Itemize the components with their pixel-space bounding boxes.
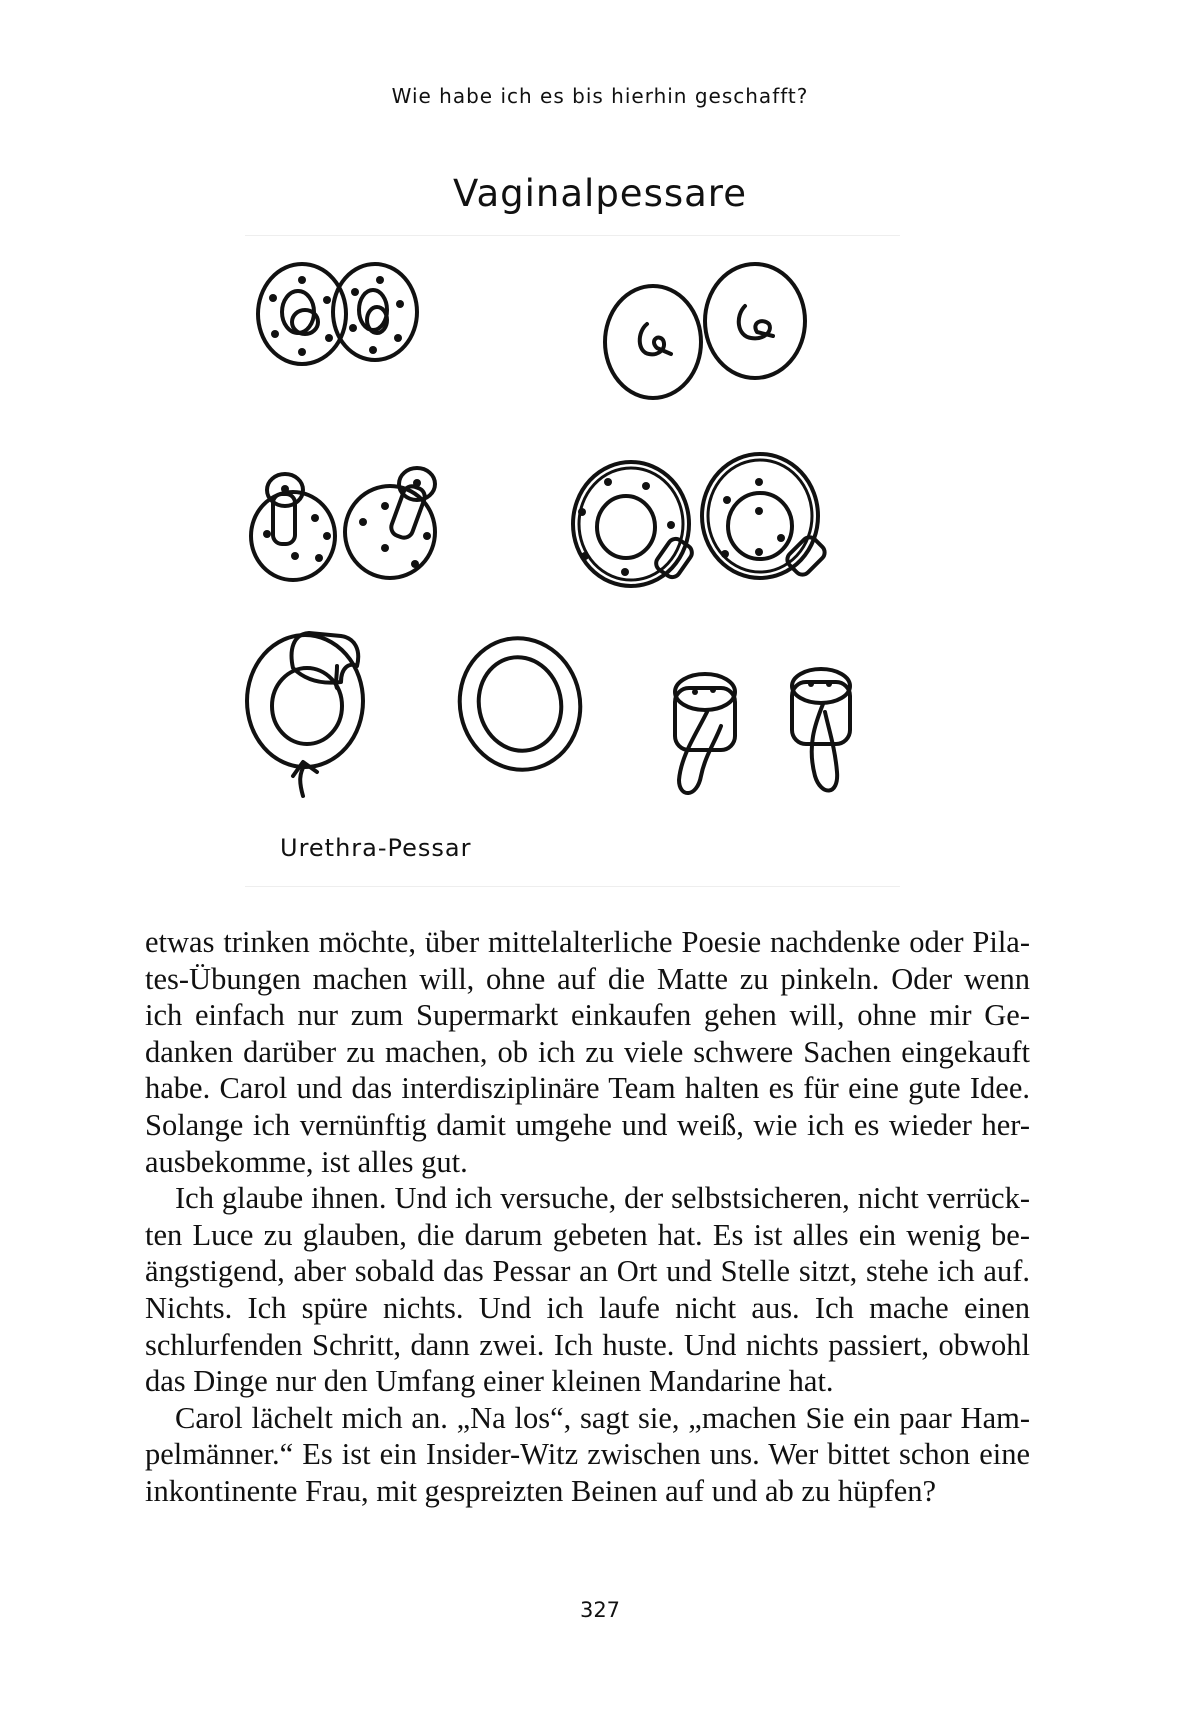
plain-ring-pair-icon bbox=[605, 264, 805, 398]
oval-ring-icon bbox=[448, 627, 593, 781]
pessary-illustration bbox=[245, 235, 900, 887]
text-line: Solange ich vernünftig damit umgehe und weiß, wie ich es wieder her- bbox=[145, 1107, 1030, 1142]
figure-title: Vaginalpessare bbox=[453, 172, 747, 215]
text-line: tes-Übungen machen will, ohne auf die Matte zu pinkeln. Oder wenn bbox=[145, 961, 1030, 996]
text-line: ausbekomme, ist alles gut. bbox=[145, 1144, 468, 1179]
body-text bbox=[145, 924, 1030, 1510]
page-number: 327 bbox=[579, 1598, 621, 1622]
text-line: ich einfach nur zum Supermarkt einkaufen gehen will, ohne mir Ge- bbox=[145, 998, 1030, 1033]
text-line: schlurfenden Schritt, dann zwei. Ich huste. Und nichts passiert, obwohl bbox=[145, 1327, 1030, 1362]
cube-with-string-pair-icon bbox=[675, 669, 850, 793]
ring-with-knob-icon bbox=[247, 633, 363, 796]
text-line: Nichts. Ich spüre nichts. Und ich laufe nicht aus. Ich mache einen bbox=[145, 1290, 1030, 1325]
text-line: etwas trinken möchte, über mittelalterliche Poesie nachdenke oder Pila- bbox=[145, 925, 1030, 959]
perforated-disc-pair-icon bbox=[258, 264, 417, 364]
disc-with-stem-pair-icon bbox=[251, 468, 435, 580]
text-line: Ich glaube ihnen. Und ich versuche, der selbstsicheren, nicht verrück- bbox=[175, 1181, 1030, 1216]
text-line: habe. Carol und das interdisziplinäre Team halten es für eine gute Idee. bbox=[145, 1071, 1030, 1106]
illustration-canvas bbox=[245, 236, 900, 886]
text-line: inkontinente Frau, mit gespreizten Beinen auf und ab zu hüpfen? bbox=[145, 1473, 937, 1508]
rimmed-disc-pair-icon bbox=[573, 454, 828, 586]
text-line: ten Luce zu glauben, die darum gebeten hat. Es ist alles ein wenig be- bbox=[145, 1217, 1030, 1252]
text-line: das Dinge nur den Umfang einer kleinen Mandarine hat. bbox=[145, 1364, 834, 1399]
text-line: ängstigend, aber sobald das Pessar an Ort und Stelle sitzt, stehe ich auf. bbox=[145, 1254, 1030, 1289]
text-line: pelmänner.“ Es ist ein Insider-Witz zwischen uns. Wer bittet schon eine bbox=[145, 1437, 1030, 1472]
text-line: Carol lächelt mich an. „Na los“, sagt sie, „machen Sie ein paar Ham- bbox=[175, 1400, 1030, 1435]
text-line: danken darüber zu machen, ob ich zu viele schwere Sachen eingekauft bbox=[145, 1034, 1030, 1069]
running-head: Wie habe ich es bis hierhin geschafft? bbox=[391, 84, 809, 108]
figure-caption: Urethra-Pessar bbox=[280, 834, 472, 862]
